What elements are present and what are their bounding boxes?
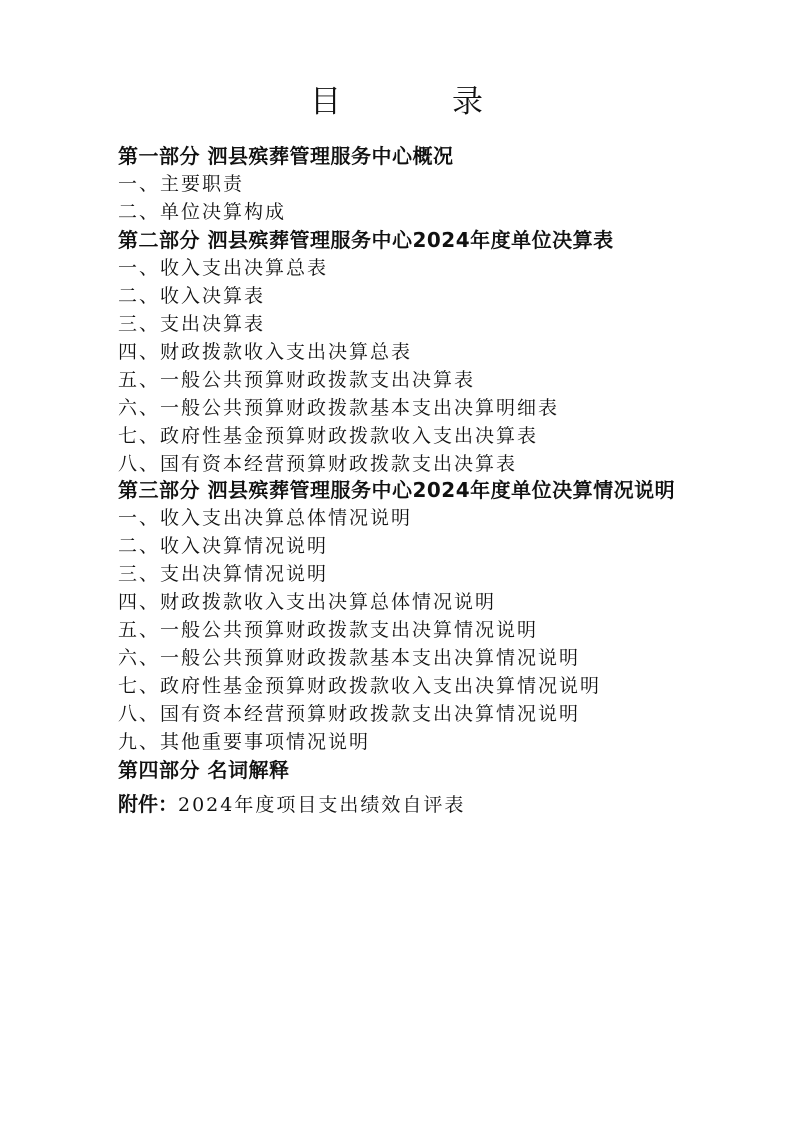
attachment-label: 附件： — [118, 792, 178, 816]
part-3-heading[interactable]: 第三部分 泗县殡葬管理服务中心2024年度单位决算情况说明 — [118, 478, 676, 502]
attachment-line[interactable] — [118, 790, 688, 819]
toc-item[interactable]: 五、一般公共预算财政拨款支出决算表 — [118, 369, 476, 391]
part-2-heading[interactable]: 第二部分 泗县殡葬管理服务中心2024年度单位决算表 — [118, 228, 614, 252]
toc-item[interactable]: 四、财政拨款收入支出决算总表 — [118, 341, 413, 363]
toc-item[interactable]: 七、政府性基金预算财政拨款收入支出决算情况说明 — [118, 675, 602, 697]
toc-item[interactable]: 八、国有资本经营预算财政拨款支出决算表 — [118, 453, 518, 475]
toc-item[interactable]: 八、国有资本经营预算财政拨款支出决算情况说明 — [118, 703, 581, 725]
toc-item[interactable]: 二、单位决算构成 — [118, 201, 287, 223]
toc-item[interactable]: 三、支出决算情况说明 — [118, 563, 329, 585]
toc-item[interactable]: 七、政府性基金预算财政拨款收入支出决算表 — [118, 425, 539, 447]
toc-item[interactable]: 二、收入决算情况说明 — [118, 535, 329, 557]
table-of-contents — [118, 142, 688, 819]
toc-item[interactable]: 一、主要职责 — [118, 173, 245, 195]
toc-item[interactable]: 五、一般公共预算财政拨款支出决算情况说明 — [118, 619, 539, 641]
toc-item[interactable]: 一、收入支出决算总表 — [118, 257, 329, 279]
part-4-heading[interactable]: 第四部分 名词解释 — [118, 758, 290, 782]
page-title: 目 录 — [310, 84, 523, 120]
toc-item[interactable]: 三、支出决算表 — [118, 313, 266, 335]
toc-item[interactable]: 一、收入支出决算总体情况说明 — [118, 507, 413, 529]
toc-item[interactable]: 六、一般公共预算财政拨款基本支出决算明细表 — [118, 397, 560, 419]
toc-item[interactable]: 二、收入决算表 — [118, 285, 266, 307]
toc-item[interactable]: 六、一般公共预算财政拨款基本支出决算情况说明 — [118, 647, 581, 669]
part-1-heading[interactable]: 第一部分 泗县殡葬管理服务中心概况 — [118, 144, 454, 168]
toc-item[interactable]: 九、其他重要事项情况说明 — [118, 731, 371, 753]
attachment-text: 2024年度项目支出绩效自评表 — [178, 794, 466, 816]
toc-item[interactable]: 四、财政拨款收入支出决算总体情况说明 — [118, 591, 497, 613]
